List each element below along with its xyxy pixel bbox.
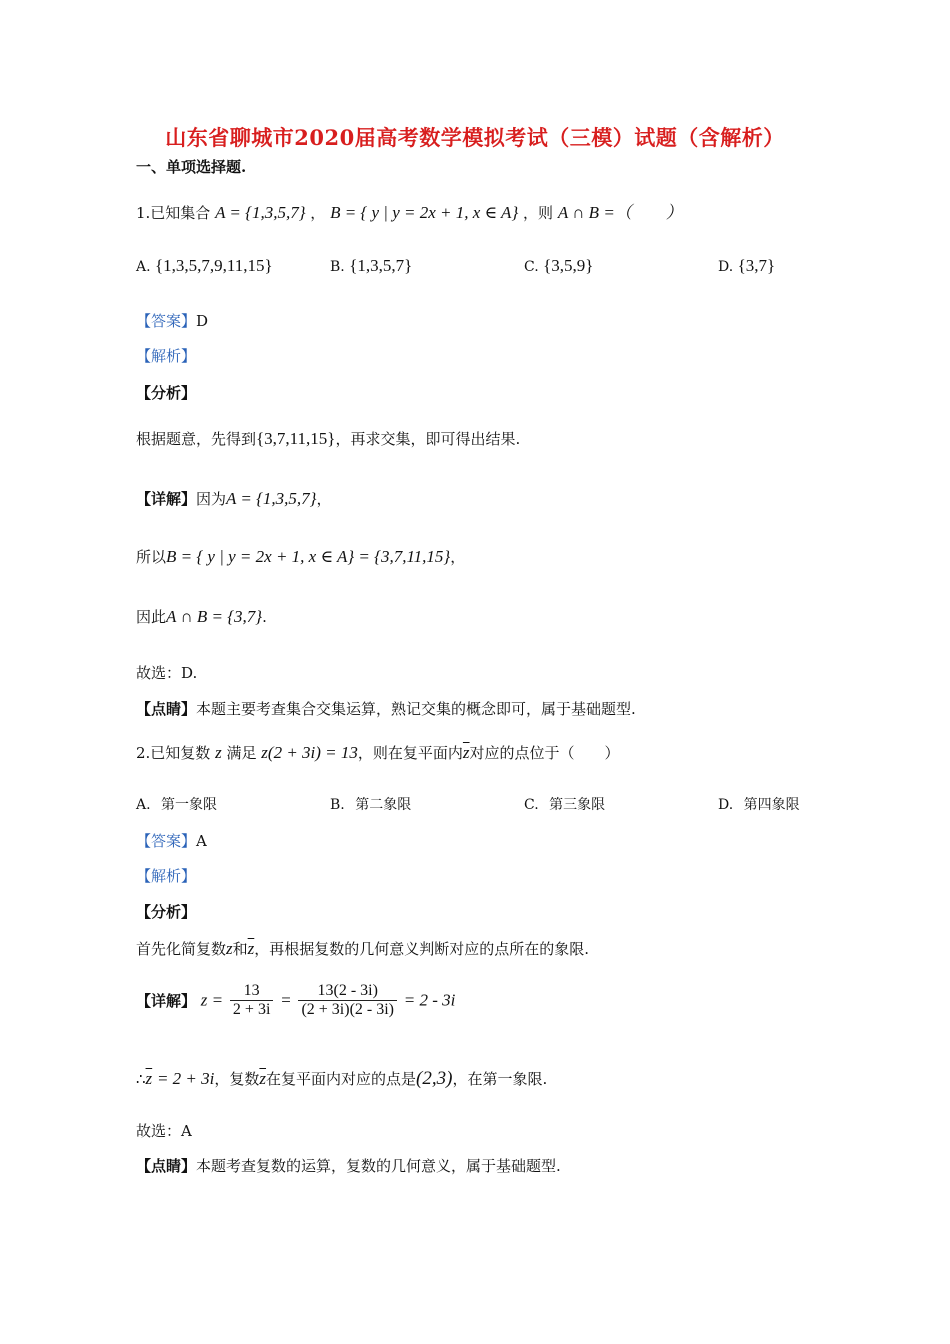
q1-set-b: B = { y | y = 2x + 1, x ∈ A} [330,203,519,222]
question-2 [136,742,620,763]
text: 因此 [136,608,167,626]
option-value: 第二象限 [355,797,412,813]
option-value: {1,3,5,7,9,11,15} [155,256,273,275]
answer-value: D [196,312,209,330]
option-value: 第三象限 [549,797,606,813]
text: 在复平面内对应的点是 [266,1070,417,1088]
q1-ask: A ∩ B =（ ） [557,203,683,222]
option-value: {3,5,9} [543,256,594,275]
q1-detail-2 [136,546,465,567]
option-value: 第一象限 [161,797,218,813]
q2-detail [136,982,455,1019]
text: 首先化简复数 [136,940,227,958]
text: 本题主要考查集合交集运算，熟记交集的概念即可，属于基础题型. [196,700,636,718]
text: ， [450,548,466,566]
option-label: A. [136,797,151,813]
answer-tag: 【答案】 [136,832,197,850]
option-label: A. [136,259,151,275]
math-zbar: $\overline{z}$ [247,939,255,958]
text: 根据题意，先得到 [136,430,257,448]
text: 所以 [136,548,167,566]
text: ，则在复平面内 [357,744,463,762]
answer-tag: 【答案】 [136,312,197,330]
math-condition: z(2 + 3i) = 13 [261,743,358,762]
fraction-2 [298,982,397,1019]
document-title: 山东省聊城市2020届高考数学模拟考试（三模）试题（含解析） [165,125,785,150]
q1-detail-1 [136,488,331,509]
option-value: 第四象限 [743,797,800,813]
text: ，再根据复数的几何意义判断对应的点所在的象限. [254,940,590,958]
text: 因为 [196,490,227,508]
q2-option-c [524,794,605,814]
q2-option-b [330,794,411,814]
q2-prefix: 2.已知复数 [136,744,211,762]
math: = 2 - 3i [403,990,456,1010]
detail-tag: 【详解】 [136,992,197,1010]
q1-answer [136,310,208,331]
question-1 [136,198,683,223]
text: . [262,608,267,626]
text: ， [316,490,332,508]
text: ，复数 [214,1070,260,1088]
fraction-numerator: 13(2 - 3i) [298,982,397,1001]
text: 和 [232,940,248,958]
q1-option-a [136,256,273,276]
q2-fenxi-heading: 【分析】 [136,903,197,921]
q1-jiexi: 【解析】 [136,347,197,365]
option-label: C. [524,797,539,813]
math-z: z [226,939,233,958]
option-label: B. [330,259,345,275]
fraction-denominator: (2 + 3i)(2 - 3i) [301,1001,394,1018]
q2-choose: 故选：A [136,1122,192,1140]
math: = 2 + 3i [156,1069,215,1088]
q1-fenxi-heading: 【分析】 [136,384,197,402]
option-label: B. [330,797,345,813]
option-label: D. [718,797,734,813]
q1-set-a: A = {1,3,5,7} [215,203,306,222]
q1-option-b [330,256,412,276]
q1-dianjing [136,698,636,719]
math: = [280,990,292,1010]
text: ，再求交集，即可得出结果. [335,430,521,448]
text: 本题考查复数的运算，复数的几何意义，属于基础题型. [196,1157,561,1175]
math-zbar: $\overline{z}$ [145,1069,153,1088]
q2-fenxi-text [136,938,589,959]
q2-answer [136,830,207,851]
q1-option-d [718,256,775,276]
therefore-symbol: ∴ [136,1070,146,1088]
q2-dianjing [136,1155,561,1176]
text: ，在第一象限. [452,1070,548,1088]
math: A ∩ B = {3,7} [166,607,263,626]
text: 满足 [226,744,257,762]
fraction-1 [230,982,273,1019]
math: B = { y | y = 2x + 1, x ∈ A} = {3,7,11,15} [166,547,451,566]
detail-tag: 【详解】 [136,490,197,508]
q1-fenxi-text [136,428,520,449]
math-point: (2,3) [416,1068,453,1089]
q2-option-a [136,794,217,814]
q1-then: ，则 [523,204,554,222]
math-zbar: $\overline{z}$ [462,743,470,762]
q1-detail-3 [136,606,267,627]
dianjing-tag: 【点睛】 [136,700,197,718]
answer-value: A [196,832,207,850]
text: 对应的点位于（ ） [469,744,620,762]
option-label: D. [718,259,734,275]
math-zbar: $\overline{z}$ [259,1069,267,1088]
math: A = {1,3,5,7} [226,489,317,508]
q2-therefore [136,1068,547,1090]
math-z: z [215,743,222,762]
option-value: {3,7} [737,256,776,275]
q1-option-c [524,256,593,276]
q1-comma: ， [310,204,326,222]
option-label: C. [524,259,539,275]
math: z = [200,990,224,1010]
q1-prefix: 1.已知集合 [136,204,211,222]
section-heading: 一、单项选择题. [136,158,247,176]
fraction-numerator: 13 [230,982,273,1001]
dianjing-tag: 【点睛】 [136,1157,197,1175]
fraction-denominator: 2 + 3i [232,1001,271,1018]
q2-jiexi: 【解析】 [136,867,197,885]
q1-choose: 故选：D. [136,664,198,682]
option-value: {1,3,5,7} [349,256,413,275]
q2-option-d [718,794,800,814]
math-set: {3,7,11,15} [256,429,336,448]
